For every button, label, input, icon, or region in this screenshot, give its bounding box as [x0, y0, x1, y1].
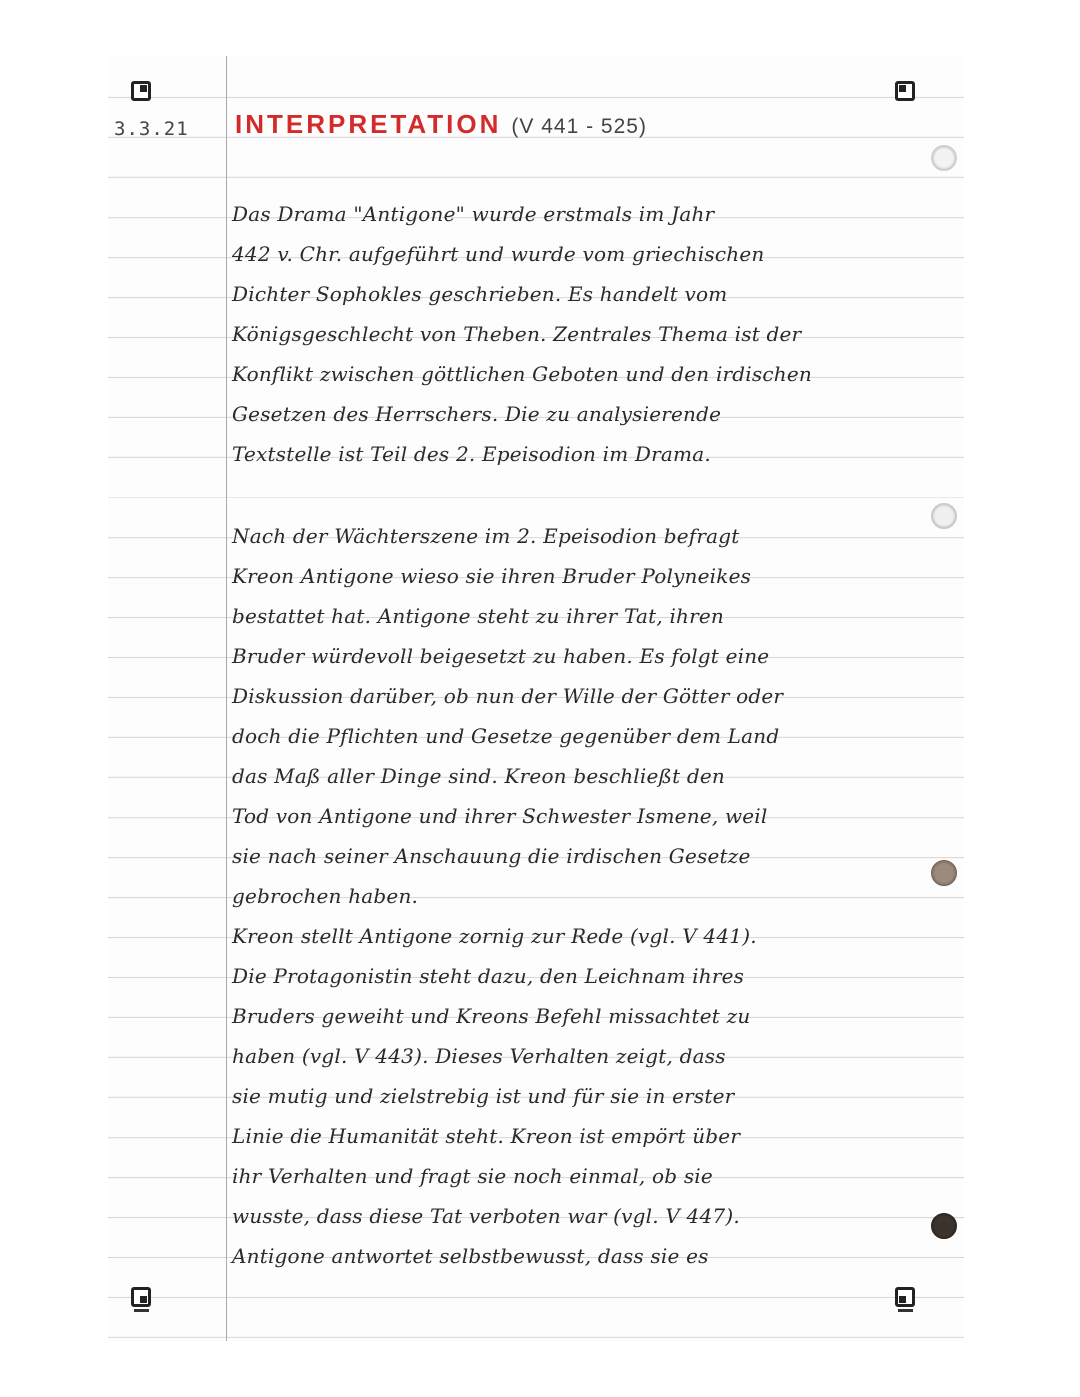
title-text: INTERPRETATION	[235, 109, 502, 139]
paragraph-summary: Nach der Wächterszene im 2. Epeisodion befragt Kreon Antigone wieso sie ihren Bruder Polyneikes bestattet hat. Antigone steht zu ihrer Tat, ihren Bruder würdevoll beigesetzt zu haben. Es folgt eine Diskussion darüber, ob nun der Wille der Götter oder doch die Pflichten und Gesetze gegenüber dem Land das Maß aller Dinge sind. Kreon beschließt den Tod von Antigone und ihrer Schwester Ismene, weil sie nach seiner Anschauung die irdischen Gesetze gebrochen haben.	[232, 524, 784, 908]
corner-marker-bottom-right-icon	[895, 1287, 915, 1307]
punch-hole-3	[931, 860, 957, 886]
margin-line	[226, 56, 227, 1341]
punch-hole-1	[931, 145, 957, 171]
corner-marker-top-left-icon	[131, 81, 151, 101]
page-title	[235, 109, 647, 140]
paragraph-analysis: Kreon stellt Antigone zornig zur Rede (vgl. V 441). Die Protagonistin steht dazu, den Leichnam ihres Bruders geweiht und Kreons Befehl missachtet zu haben (vgl. V 443). Dieses Verhalten zeigt, dass sie mutig und zielstrebig ist und für sie in erster Linie die Humanität steht. Kreon ist empört über ihr Verhalten und fragt sie noch einmal, ob sie wusste, dass diese Tat verboten war (vgl. V 447). Antigone antwortet selbstbewusst, dass sie es	[232, 924, 757, 1268]
punch-hole-2	[931, 503, 957, 529]
tick-mark-left	[134, 1309, 149, 1312]
corner-marker-top-right-icon	[895, 81, 915, 101]
title-verse-range: (V 441 - 525)	[511, 115, 647, 138]
page-date: 3.3.21	[114, 118, 189, 140]
corner-marker-bottom-left-icon	[131, 1287, 151, 1307]
punch-hole-4	[931, 1213, 957, 1239]
paragraph-introduction: Das Drama "Antigone" wurde erstmals im Jahr 442 v. Chr. aufgeführt und wurde vom griechischen Dichter Sophokles geschrieben. Es handelt vom Königsgeschlecht von Theben. Zentrales Thema ist der Konflikt zwischen göttlichen Geboten und den irdischen Gesetzen des Herrschers. Die zu analysierende Textstelle ist Teil des 2. Epeisodion im Drama.	[232, 202, 812, 466]
tick-mark-right	[898, 1309, 913, 1312]
